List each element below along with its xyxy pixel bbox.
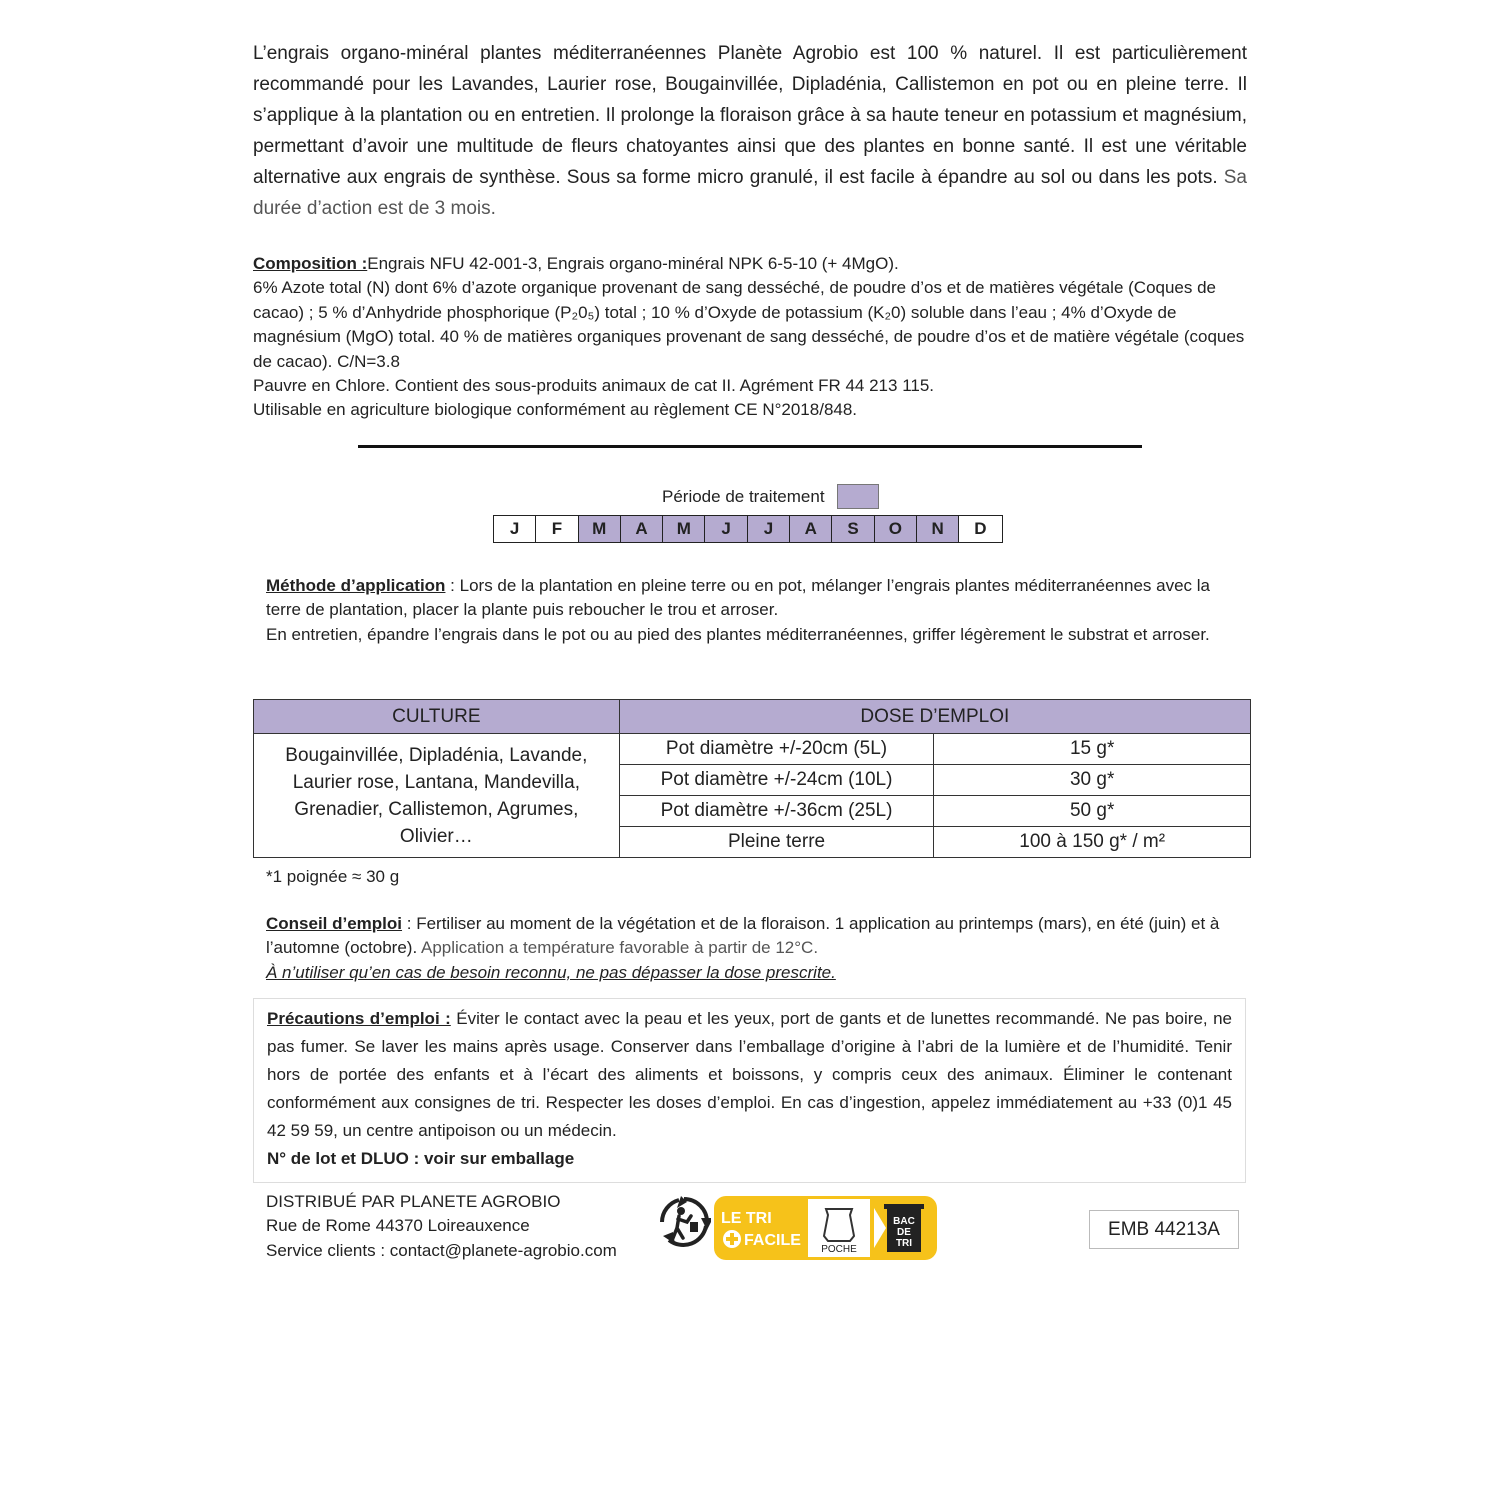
conseil-block xyxy=(266,912,1246,985)
period-swatch xyxy=(837,484,879,509)
table-row xyxy=(254,734,1251,765)
dose-value: 30 g* xyxy=(934,765,1251,796)
methode-block xyxy=(266,574,1226,647)
section-divider xyxy=(358,445,1142,448)
svg-text:POCHE: POCHE xyxy=(821,1244,857,1255)
distributor-contact: Service clients : contact@planete-agrobio.com xyxy=(266,1240,617,1260)
conseil-warning: À n’utiliser qu’en cas de besoin reconnu, ne pas dépasser la dose prescrite. xyxy=(266,962,836,982)
month-cell: J xyxy=(705,516,747,542)
precautions-box xyxy=(253,998,1246,1183)
pot-size: Pot diamètre +/-20cm (5L) xyxy=(619,734,934,765)
month-cell: A xyxy=(621,516,663,542)
precautions-label: Précautions d’emploi : xyxy=(267,1009,451,1028)
month-cell: J xyxy=(748,516,790,542)
month-cell: A xyxy=(790,516,832,542)
month-cell: F xyxy=(536,516,578,542)
intro-text: L’engrais organo-minéral plantes méditerranéennes Planète Agrobio est 100 % naturel. Il est particulièrement recommandé pour les Lavandes, Laurier rose, Bougainvillée, Dipladénia, Callistemon en pot ou en pleine terre. Il s’applique à la plantation ou en entretien. Il prolonge la floraison grâce à sa haute teneur en potassium et magnésium, permettant d’avoir une multitude de fleurs chatoyantes ainsi que des plantes en bonne santé. Il est une véritable alternative aux engrais de synthèse. Sous sa forme micro granulé, il est facile à épandre au sol ou dans les pots. xyxy=(253,43,1247,188)
dose-footnote: *1 poignée ≈ 30 g xyxy=(266,867,400,886)
methode-sep: : xyxy=(445,576,460,595)
svg-text:FACILE: FACILE xyxy=(744,1232,801,1249)
month-cell: S xyxy=(832,516,874,542)
dose-header: DOSE D’EMPLOI xyxy=(619,700,1250,734)
dose-value: 15 g* xyxy=(934,734,1251,765)
methode-line2: En entretien, épandre l’engrais dans le pot ou au pied des plantes méditerranéennes, griffer légèrement le substrat et arroser. xyxy=(266,624,1210,644)
month-cell: M xyxy=(579,516,621,542)
dose-value: 50 g* xyxy=(934,796,1251,827)
culture-header: CULTURE xyxy=(254,700,620,734)
period-legend xyxy=(662,484,879,509)
composition-label: Composition : xyxy=(253,254,368,273)
intro-paragraph xyxy=(253,38,1247,224)
triman-recycle-icon xyxy=(657,1196,711,1248)
month-calendar xyxy=(493,515,1003,543)
dose-value: 100 à 150 g* / m² xyxy=(934,827,1251,858)
month-cell: N xyxy=(917,516,959,542)
distributor-name: DISTRIBUÉ PAR PLANETE AGROBIO xyxy=(266,1192,561,1211)
pot-size: Pot diamètre +/-24cm (10L) xyxy=(619,765,934,796)
methode-label: Méthode d’application xyxy=(266,576,446,595)
month-cell: D xyxy=(974,519,987,538)
svg-text:LE TRI: LE TRI xyxy=(721,1210,772,1227)
composition-line1: Engrais NFU 42-001-3, Engrais organo-minéral NPK 6-5-10 (+ 4MgO). xyxy=(367,254,899,273)
svg-text:BAC: BAC xyxy=(893,1216,915,1227)
tri-facile-logo xyxy=(714,1196,937,1260)
culture-list: Bougainvillée, Dipladénia, Lavande, Laurier rose, Lantana, Mandevilla, Grenadier, Callistemon, Agrumes, Olivier… xyxy=(254,734,620,858)
conseil-label: Conseil d’emploi xyxy=(266,914,403,933)
pot-size: Pleine terre xyxy=(619,827,934,858)
svg-text:DE: DE xyxy=(897,1227,911,1238)
month-cell: O xyxy=(875,516,917,542)
dose-table xyxy=(253,699,1251,858)
precautions-text: Éviter le contact avec la peau et les yeux, port de gants et de lunettes recommandé. Ne pas boire, ne pas fumer. Se laver les mains après usage. Conserver dans l’emballage d’origine à l’abri de la lumière et de l’humidité. Tenir hors de portée des enfants et à l’écart des aliments et boissons, y compris ceux des animaux. Éliminer le contenant conformément aux consignes de tri. Respecter les doses d’emploi. En cas d’ingestion, appelez immédiatement au +33 (0)1 45 42 59 59, un centre antipoison ou un médecin. xyxy=(267,1009,1232,1140)
lot-info: N° de lot et DLUO : voir sur emballage xyxy=(267,1149,575,1168)
dose-table-header xyxy=(254,700,1251,734)
intro-duration: Sa durée d’action est de 3 mois. xyxy=(253,167,1247,219)
pot-size: Pot diamètre +/-36cm (25L) xyxy=(619,796,934,827)
distributor-block xyxy=(266,1190,617,1263)
methode-line1: Lors de la plantation en pleine terre ou en pot, mélanger l’engrais plantes méditerranéennes avec la terre de plantation, placer la plante puis reboucher le trou et arroser. xyxy=(266,576,1210,620)
distributor-address: Rue de Rome 44370 Loireauxence xyxy=(266,1216,530,1236)
period-label: Période de traitement xyxy=(662,486,825,506)
month-cell: J xyxy=(494,516,536,542)
composition-block xyxy=(253,252,1253,423)
composition-line4: Utilisable en agriculture biologique conformément au règlement CE N°2018/848. xyxy=(253,400,858,420)
composition-line2: 6% Azote total (N) dont 6% d’azote organique provenant de sang desséché, de poudre d’os et de matières végétale (Coques de cacao) ; 5 % d’Anhydride phosphorique (P₂0₅) total ; 10 % d’Oxyde de potassium (K₂0) soluble dans l’eau ; 4% d’Oxyde de magnésium (MgO) total. 40 % de matières organiques provenant de sang desséché, de poudre d’os et de matière végétale (coques de cacao). C/N=3.8 xyxy=(253,278,1245,371)
conseil-temperature: Application a température favorable à partir de 12°C. xyxy=(420,938,819,958)
emb-code: EMB 44213A xyxy=(1089,1210,1239,1249)
conseil-sep: : xyxy=(402,914,417,933)
conseil-text: Fertiliser au moment de la végétation et de la floraison. 1 application au printemps (mars), en été (juin) et à l’automne (octobre). xyxy=(266,914,1220,958)
month-cell: M xyxy=(663,516,705,542)
svg-text:TRI: TRI xyxy=(895,1238,913,1249)
composition-line3: Pauvre en Chlore. Contient des sous-produits animaux de cat II. Agrément FR 44 213 115. xyxy=(253,376,935,396)
